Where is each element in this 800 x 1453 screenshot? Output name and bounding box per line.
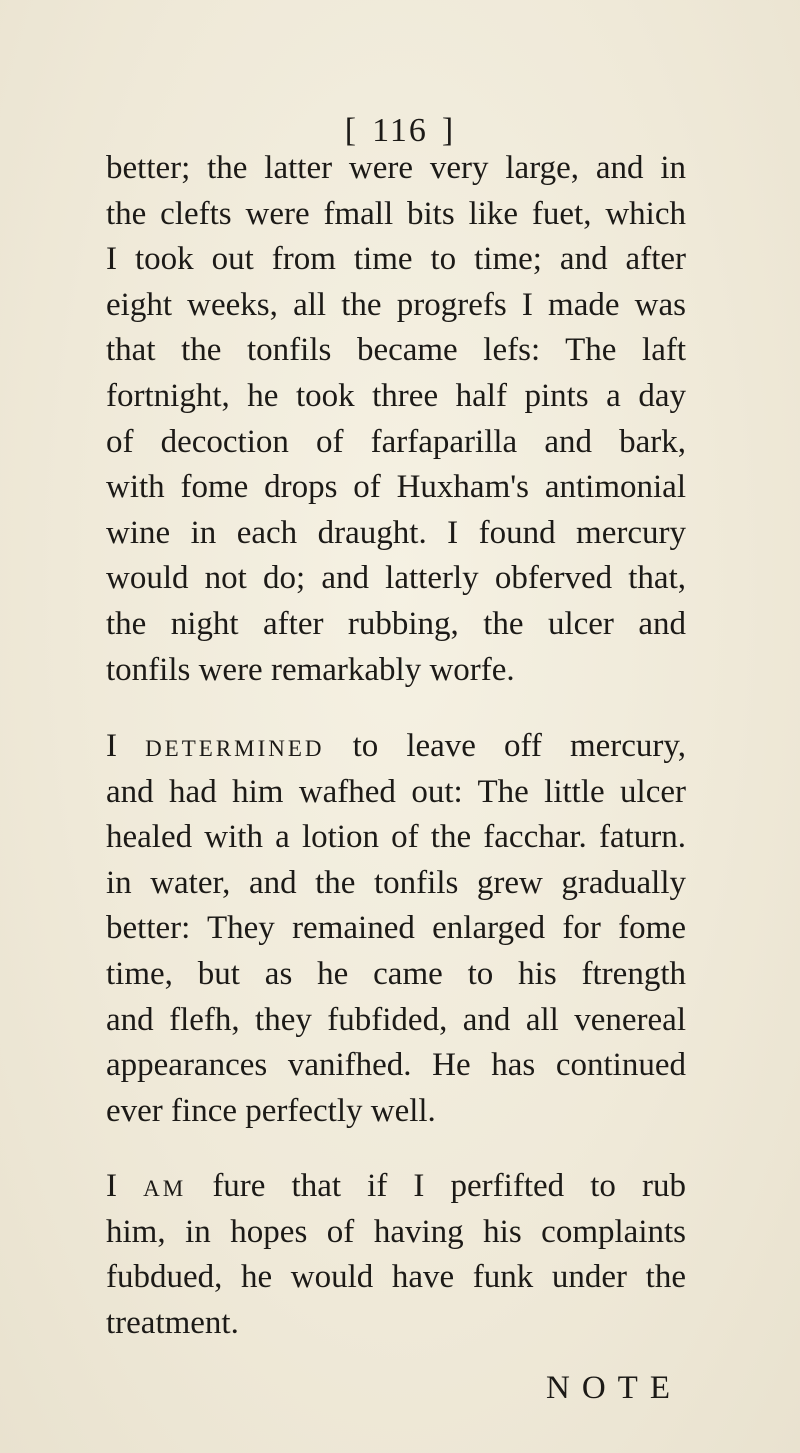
text-line: fortnight, he took three half pints a day xyxy=(106,377,686,414)
text-line: ever fince perfectly well. xyxy=(106,1092,436,1129)
text-line: better: They remained enlarged for fome xyxy=(106,910,686,947)
catchword: NOTE xyxy=(546,1370,682,1406)
text-line: him, in hopes of having his complaints xyxy=(106,1213,686,1250)
text-line: the night after rubbing, the ulcer and xyxy=(106,605,686,642)
text-line-opening xyxy=(106,724,686,770)
text-line: of decoction of farfaparilla and bark, xyxy=(106,423,686,460)
text-line: better; the latter were very large, and in xyxy=(106,150,686,186)
text-line: would not do; and latterly obferved that, xyxy=(106,560,686,597)
text-line: wine in each draught. I found mercury xyxy=(106,514,686,551)
opening-word: I xyxy=(106,1168,117,1204)
paragraph-1 xyxy=(106,146,686,693)
text-line: time, but as he came to his ftrength xyxy=(106,955,686,992)
text-line: healed with a lotion of the facchar. faturn. xyxy=(106,819,686,856)
opening-word: I xyxy=(106,728,117,764)
open-bracket: [ xyxy=(344,112,359,149)
text-line-opening xyxy=(106,1164,686,1210)
page-number: 116 xyxy=(372,112,428,149)
text-line: fubdued, he would have funk under the xyxy=(106,1259,686,1296)
text-line: that the tonfils became lefs: The laft xyxy=(106,332,686,369)
close-bracket: ] xyxy=(441,112,456,149)
text-line: I took out from time to time; and after xyxy=(106,241,686,278)
text-line: and had him wafhed out: The little ulcer xyxy=(106,773,686,810)
text-line: tonfils were remarkably worfe. xyxy=(106,651,515,688)
opening-line-rest: fure that if I perfifted to rub xyxy=(212,1168,687,1204)
paragraph-3 xyxy=(106,1164,686,1346)
page-header xyxy=(0,112,800,150)
smallcaps-word: am xyxy=(143,1168,187,1204)
text-line: treatment. xyxy=(106,1304,239,1341)
smallcaps-word: determined xyxy=(145,728,325,764)
opening-line-rest: to leave off mercury, xyxy=(352,728,686,764)
text-line: and flefh, they fubfided, and all venereal xyxy=(106,1001,686,1038)
text-line: the clefts were fmall bits like fuet, which xyxy=(106,195,686,232)
text-line: with fome drops of Huxham's antimonial xyxy=(106,469,686,506)
text-line: in water, and the tonfils grew gradually xyxy=(106,864,686,901)
paragraph-2 xyxy=(106,724,686,1134)
text-line: eight weeks, all the progrefs I made was xyxy=(106,286,686,323)
text-line: appearances vanifhed. He has continued xyxy=(106,1047,686,1084)
